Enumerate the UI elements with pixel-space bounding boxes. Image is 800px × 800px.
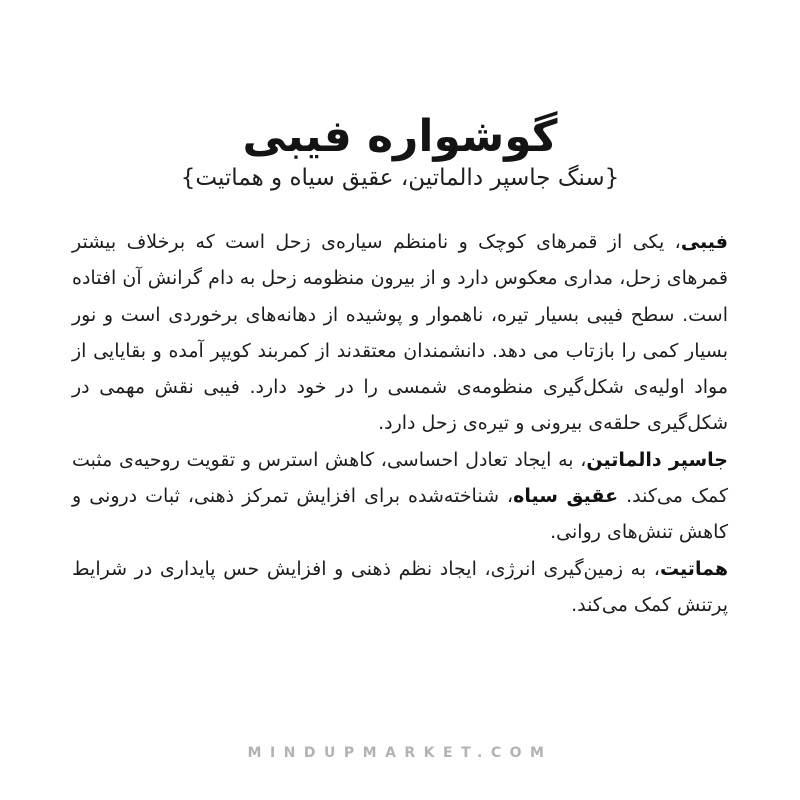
term-black-onyx: عقیق سیاه [513,485,619,508]
page-subtitle: {سنگ جاسپر دالماتین، عقیق سیاه و هماتیت} [180,165,620,191]
footer-website: MINDUPMARKET.COM [247,745,553,761]
page-title: گوشواره فیبی [242,111,558,163]
paragraph-hematite-text: ، به زمین‌گیری انرژی، ایجاد نظم ذهنی و افزایش حس پایداری در شرایط پرتنش کمک می‌کند. [72,557,728,616]
paragraph-phoebe [72,224,728,442]
paragraph-jasper-text: ، به ایجاد تعادل احساسی، کاهش استرس و تقویت روحیه‌ی مثبت کمک می‌کند. [72,448,728,508]
term-hematite: هماتیت [659,557,728,580]
paragraph-phoebe-text: ، یکی از قمرهای کوچک و نامنظم سیاره‌ی زحل است که برخلاف بیشتر قمرهای زحل، مداری معکوس دارد و از بیرون منظومه زحل به دام گرانش آن افتاده است. سطح فیبی بسیار تیره، ناهموار و پوشیده از دهانه‌های برخوردی است و نور بسیار کمی را بازتاب می دهد. دانشمندان معتقدند از کمربند کویپر آمده و بقایایی از مواد اولیه‌ی شکل‌گیری منظومه‌ی شمسی را در خود دارد. فیبی نقش مهمی در شکل‌گیری حلقه‌ی بیرونی و تیره‌ی زحل دارد. [72,231,728,435]
term-phoebe: فیبی [680,231,728,253]
paragraph-jasper-onyx [72,442,728,551]
description-body [72,224,728,623]
paragraph-onyx-text: ، شناخته‌شده برای افزایش تمرکز ذهنی، ثبات درونی و کاهش تنش‌های روانی. [72,485,728,544]
term-dalmatian-jasper: جاسپر دالماتین [586,448,728,471]
paragraph-hematite [72,551,728,624]
